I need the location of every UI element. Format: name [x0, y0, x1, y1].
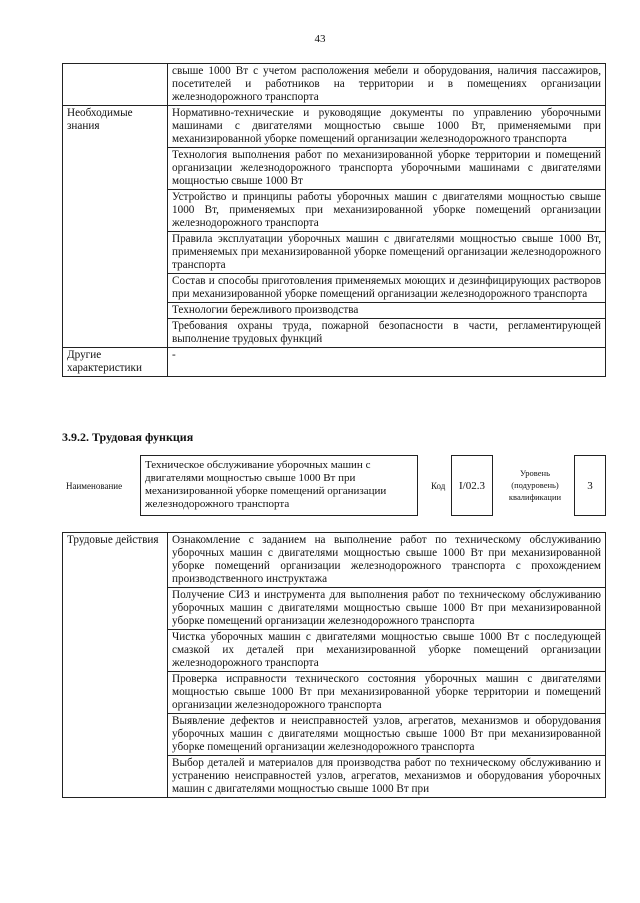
row-cell: Ознакомление с заданием на выполнение работ по техническому обслуживанию уборочных машин с двигателями мощностью свыше 1000 Вт при механизированной уборке помещений организации железнодорожного транспорта с прохождением производственного инструктажа — [168, 533, 606, 588]
table-row — [63, 64, 606, 106]
row-cell: - — [168, 348, 606, 377]
table-row — [63, 533, 606, 588]
knowledge-table-body — [63, 64, 606, 377]
labor-actions-table-body — [63, 533, 606, 798]
page-number: 43 — [314, 33, 326, 45]
row-cell: Устройство и принципы работы уборочных машин с двигателями мощностью свыше 1000 Вт, применяемых при механизированной уборке помещений организации железнодорожного транспорта — [168, 190, 606, 232]
qualification-level-label: Уровень (подуровень) квалификации — [508, 468, 562, 502]
row-cell: Чистка уборочных машин с двигателями мощностью свыше 1000 Вт с последующей смазкой их деталей при механизированной уборке помещений организации железнодорожного транспорта — [168, 630, 606, 672]
table-row — [63, 348, 606, 377]
code-label: Код — [431, 481, 446, 491]
row-cell: свыше 1000 Вт с учетом расположения мебели и оборудования, наличия пассажиров, посетителей и работников на территории и в помещениях организации железнодорожного транспорта — [168, 64, 606, 106]
row-cell: Требования охраны труда, пожарной безопасности в части, регламентирующей выполнение трудовых функций — [168, 319, 606, 348]
row-cell: Состав и способы приготовления применяемых моющих и дезинфицирующих растворов при механизированной уборке помещений организации железнодорожного транспорта — [168, 274, 606, 303]
row-cell: Технология выполнения работ по механизированной уборке территории и помещений организации железнодорожного транспорта уборочными машинами с двигателями мощностью свыше 1000 Вт — [168, 148, 606, 190]
labor-actions-table — [62, 532, 606, 798]
row-cell: Получение СИЗ и инструмента для выполнения работ по техническому обслуживанию уборочных машин с двигателями мощностью свыше 1000 Вт при механизированной уборке помещений организации железнодорожного транспорта — [168, 588, 606, 630]
name-label: Наименование — [66, 481, 123, 491]
name-value-box: Техническое обслуживание уборочных машин с двигателями мощностью свыше 1000 Вт при механизированной уборке помещений организации железнодорожного транспорта — [140, 455, 418, 516]
code-value-box: I/02.3 — [451, 455, 493, 516]
row-label-required-knowledge: Необходимые знания — [63, 106, 168, 348]
knowledge-table — [62, 63, 606, 377]
section-title: 3.9.2. Трудовая функция — [62, 430, 194, 444]
row-label-labor-actions: Трудовые действия — [63, 533, 168, 798]
row-cell: Выбор деталей и материалов для производства работ по техническому обслуживанию и устранению неисправностей узлов, агрегатов, механизмов и оборудования уборочных машин с двигателями мощностью свыше 1000 Вт при — [168, 756, 606, 798]
row-cell: Технологии бережливого производства — [168, 303, 606, 319]
row-cell: Правила эксплуатации уборочных машин с двигателями мощностью свыше 1000 Вт, применяемых при механизированной уборке помещений организации железнодорожного транспорта — [168, 232, 606, 274]
row-cell: Проверка исправности технического состояния уборочных машин с двигателями мощностью свыше 1000 Вт при механизированной уборке территории и помещений организации железнодорожного транспорта — [168, 672, 606, 714]
row-label — [63, 64, 168, 106]
row-cell: Нормативно-технические и руководящие документы по управлению уборочными машинами с двигателями мощностью свыше 1000 Вт, применяемыми при механизированной уборке помещений организации железнодорожного транспорта — [168, 106, 606, 148]
row-label-other-characteristics: Другие характеристики — [63, 348, 168, 377]
row-cell: Выявление дефектов и неисправностей узлов, агрегатов, механизмов и оборудования уборочных машин с двигателями мощностью свыше 1000 Вт при механизированной уборке помещений организации железнодорожного транспорта — [168, 714, 606, 756]
qualification-level-box: 3 — [574, 455, 606, 516]
table-row — [63, 106, 606, 148]
